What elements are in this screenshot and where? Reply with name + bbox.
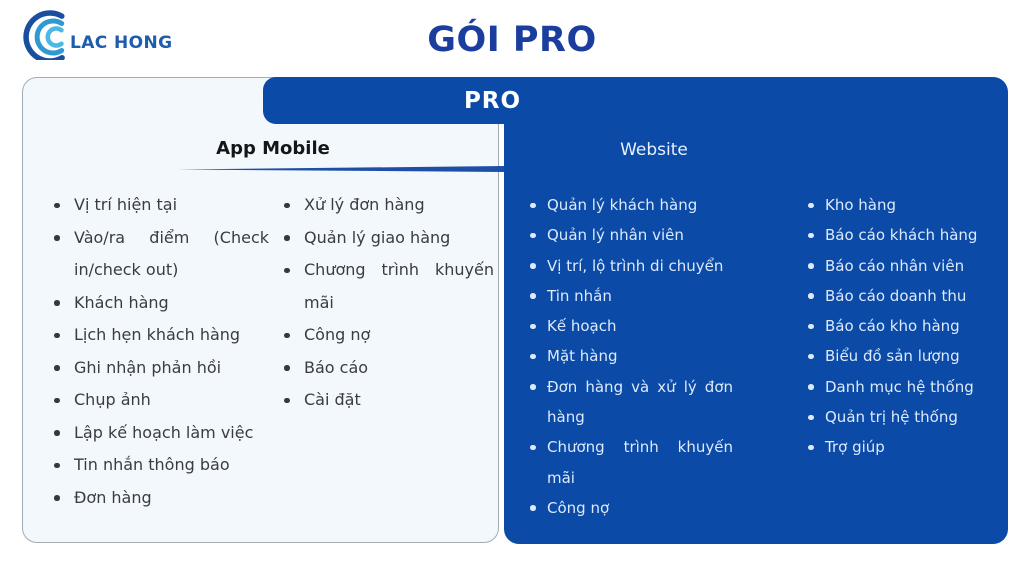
app-mobile-feature-list-1 xyxy=(52,189,269,514)
list-item: Tin nhắn xyxy=(528,281,733,311)
list-item: Vị trí hiện tại xyxy=(52,189,269,222)
pro-tab-label: PRO xyxy=(463,87,522,114)
list-item: Vị trí, lộ trình di chuyển xyxy=(528,251,733,281)
list-item: Chương trình khuyến mãi xyxy=(528,432,733,493)
list-item: Quản lý khách hàng xyxy=(528,190,733,220)
lachong-logo-text: LAC HONG xyxy=(70,33,173,53)
app-mobile-feature-list-2 xyxy=(282,189,494,417)
list-item: Biểu đồ sản lượng xyxy=(806,341,1000,371)
website-heading: Website xyxy=(620,140,688,160)
list-item: Khách hàng xyxy=(52,287,269,320)
list-item: Danh mục hệ thống xyxy=(806,372,1000,402)
list-item: Xử lý đơn hàng xyxy=(282,189,494,222)
website-feature-list-2 xyxy=(806,190,1000,463)
list-item: Chương trình khuyến mãi xyxy=(282,254,494,319)
list-item: Vào/ra điểm (Check in/check out) xyxy=(52,222,269,287)
website-feature-list-1 xyxy=(528,190,733,523)
list-item: Lịch hẹn khách hàng xyxy=(52,319,269,352)
list-item: Lập kế hoạch làm việc xyxy=(52,417,269,450)
list-item: Cài đặt xyxy=(282,384,494,417)
pro-tab xyxy=(263,77,722,124)
list-item: Quản lý nhân viên xyxy=(528,220,733,250)
list-item: Kho hàng xyxy=(806,190,1000,220)
list-item: Đơn hàng xyxy=(52,482,269,515)
list-item: Báo cáo khách hàng xyxy=(806,220,1000,250)
list-item: Tin nhắn thông báo xyxy=(52,449,269,482)
list-item: Công nợ xyxy=(282,319,494,352)
list-item: Công nợ xyxy=(528,493,733,523)
list-item: Chụp ảnh xyxy=(52,384,269,417)
list-item: Báo cáo kho hàng xyxy=(806,311,1000,341)
list-item: Kế hoạch xyxy=(528,311,733,341)
list-item: Báo cáo doanh thu xyxy=(806,281,1000,311)
page-title: GÓI PRO xyxy=(427,20,597,60)
list-item: Báo cáo xyxy=(282,352,494,385)
list-item: Ghi nhận phản hồi xyxy=(52,352,269,385)
list-item: Mặt hàng xyxy=(528,341,733,371)
app-mobile-heading: App Mobile xyxy=(216,138,330,159)
list-item: Quản lý giao hàng xyxy=(282,222,494,255)
list-item: Trợ giúp xyxy=(806,432,1000,462)
list-item: Báo cáo nhân viên xyxy=(806,251,1000,281)
list-item: Đơn hàng và xử lý đơn hàng xyxy=(528,372,733,433)
list-item: Quản trị hệ thống xyxy=(806,402,1000,432)
